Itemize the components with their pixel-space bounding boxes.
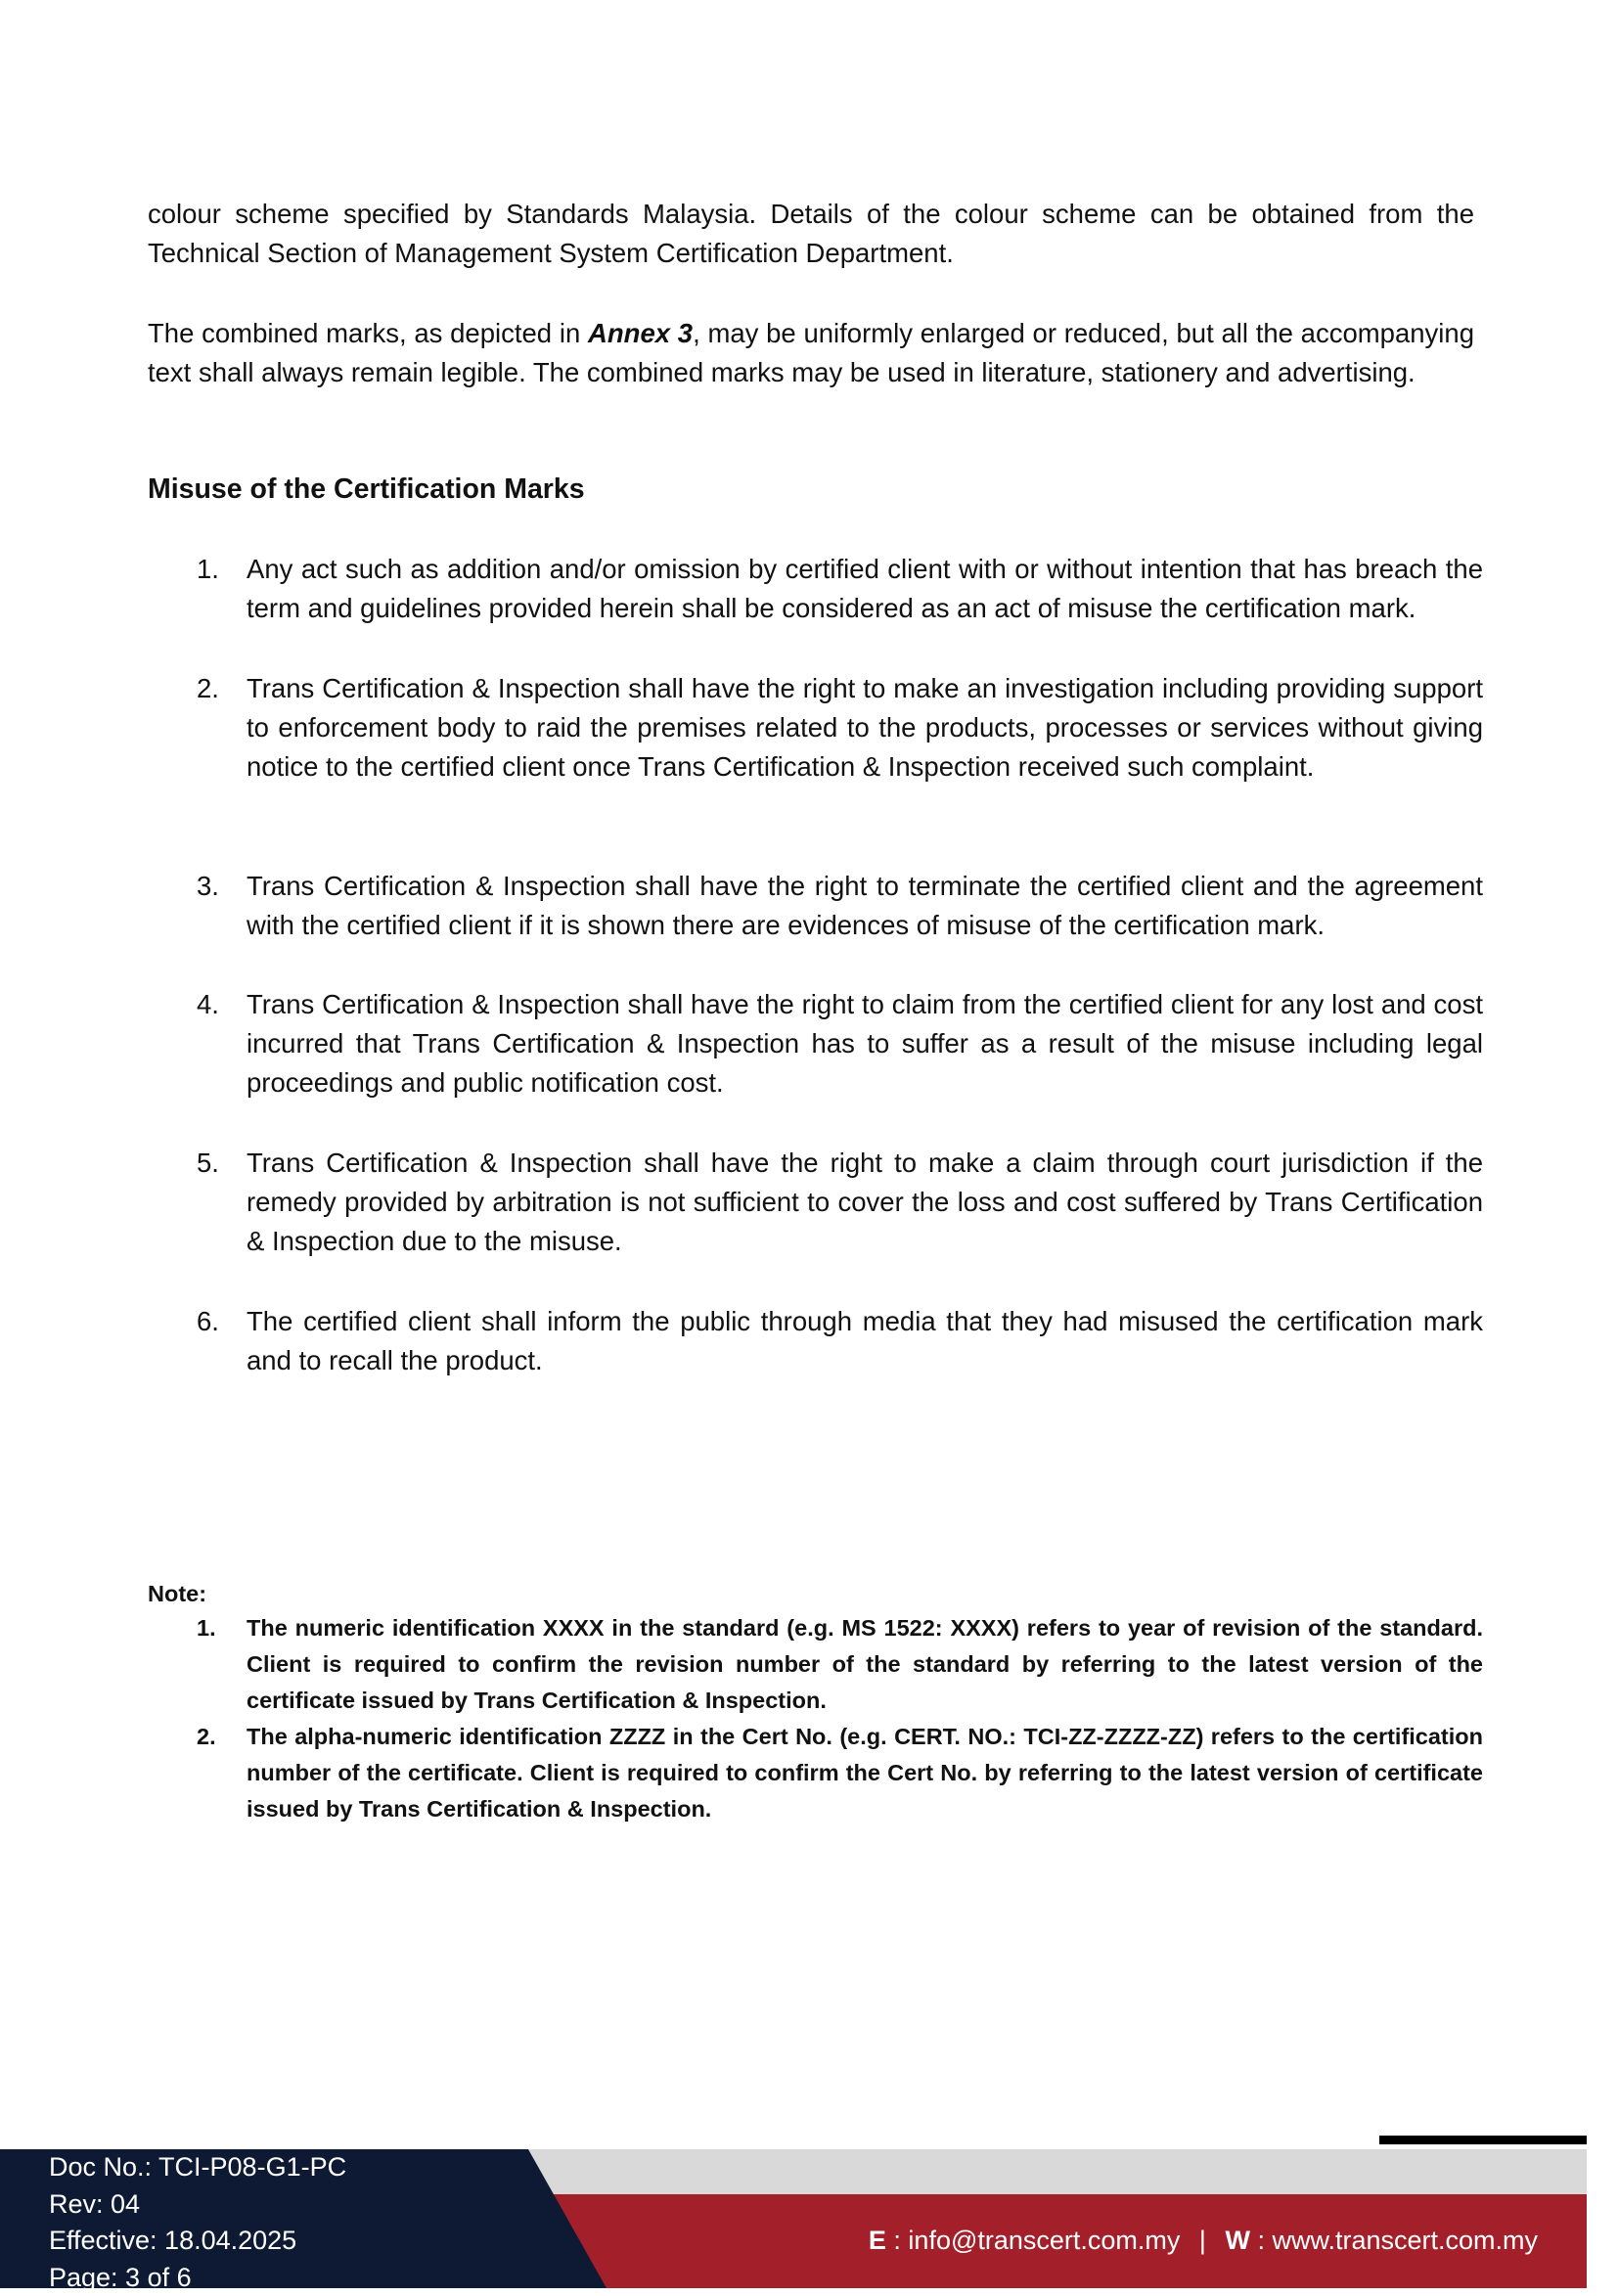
misuse-item-text: Trans Certification & Inspection shall have the right to make an investigation including providing support to enforcement body to raid the premises related to the products, processes or services without giving notice to the certified client once Trans Certification & Inspection received such complaint.: [247, 669, 1483, 787]
misuse-item-text: Trans Certification & Inspection shall have the right to claim from the certified client for any lost and cost incurred that Trans Certification & Inspection has to suffer as a result of the misuse including legal proceedings and public notification cost.: [247, 985, 1483, 1103]
misuse-item-number: 4.: [197, 985, 219, 1024]
misuse-item-number: 6.: [197, 1302, 219, 1341]
note-item-number: 2.: [197, 1719, 216, 1755]
document-info-block: [49, 2149, 346, 2296]
effective-date: Effective: 18.04.2025: [49, 2223, 346, 2260]
note-item-text: The alpha-numeric identification ZZZZ in the Cert No. (e.g. CERT. NO.: TCI-ZZ-ZZZZ-ZZ) refers to the certification number of the certificate. Client is required to confirm the Cert No. by referring to the latest version of certificate issued by Trans Certification & Inspection.: [247, 1719, 1483, 1827]
misuse-item-text: Any act such as addition and/or omission by certified client with or without intention that has breach the term and guidelines provided herein shall be considered as an act of misuse the certification mark.: [247, 550, 1483, 628]
footer-rule: [1379, 2136, 1587, 2144]
website-link[interactable]: : www.transcert.com.my: [1257, 2226, 1538, 2255]
intro-paragraph-colour-scheme: colour scheme specified by Standards Malaysia. Details of the colour scheme can be obtained from the Technical Section of Management System Certification Department.: [148, 195, 1474, 273]
misuse-item: [148, 669, 1483, 787]
note-item: [148, 1610, 1483, 1719]
misuse-item-text: Trans Certification & Inspection shall have the right to make a claim through court jurisdiction if the remedy provided by arbitration is not sufficient to cover the loss and cost suffered by Trans Certification & Inspection due to the misuse.: [247, 1144, 1483, 1261]
note-item: [148, 1719, 1483, 1827]
contact-separator: |: [1188, 2226, 1218, 2255]
note-item-text: The numeric identification XXXX in the standard (e.g. MS 1522: XXXX) refers to year of revision of the standard. Client is required to confirm the revision number of the standard by referring to the latest version of the certificate issued by Trans Certification & Inspection.: [247, 1610, 1483, 1719]
note-item-number: 1.: [197, 1610, 216, 1646]
email-label: E: [869, 2226, 886, 2255]
revision: Rev: 04: [49, 2186, 346, 2224]
contact-info: [822, 2221, 1538, 2260]
intro-paragraph-combined-marks: [148, 314, 1474, 392]
note-title: Note:: [148, 1577, 206, 1610]
page-number: Page: 3 of 6: [49, 2260, 346, 2296]
misuse-item-text: The certified client shall inform the public through media that they had misused the certification mark and to recall the product.: [247, 1302, 1483, 1380]
misuse-item: [148, 985, 1483, 1103]
doc-number: Doc No.: TCI-P08-G1-PC: [49, 2149, 346, 2186]
annex-reference: Annex 3: [588, 318, 693, 348]
combined-marks-text-start: The combined marks, as depicted in: [148, 318, 588, 348]
misuse-item-number: 5.: [197, 1144, 219, 1183]
misuse-item: [148, 867, 1483, 945]
misuse-item: [148, 1302, 1483, 1380]
misuse-item: [148, 1144, 1483, 1261]
misuse-item-number: 3.: [197, 867, 219, 906]
misuse-item-number: 2.: [197, 669, 219, 708]
combined-marks-text-end: , may be uniformly enlarged or reduced, but all the accompanying text shall always remain legible. The combined marks may be used in literature, stationery and advertising.: [148, 318, 1474, 387]
footer-grey-band: [528, 2149, 1587, 2194]
website-label: W: [1225, 2226, 1249, 2255]
section-heading: Misuse of the Certification Marks: [148, 470, 585, 509]
misuse-item-text: Trans Certification & Inspection shall have the right to terminate the certified client and the agreement with the certified client if it is shown there are evidences of misuse of the certification mark.: [247, 867, 1483, 945]
misuse-item: [148, 550, 1483, 628]
email-link[interactable]: : info@transcert.com.my: [893, 2226, 1180, 2255]
misuse-item-number: 1.: [197, 550, 219, 589]
